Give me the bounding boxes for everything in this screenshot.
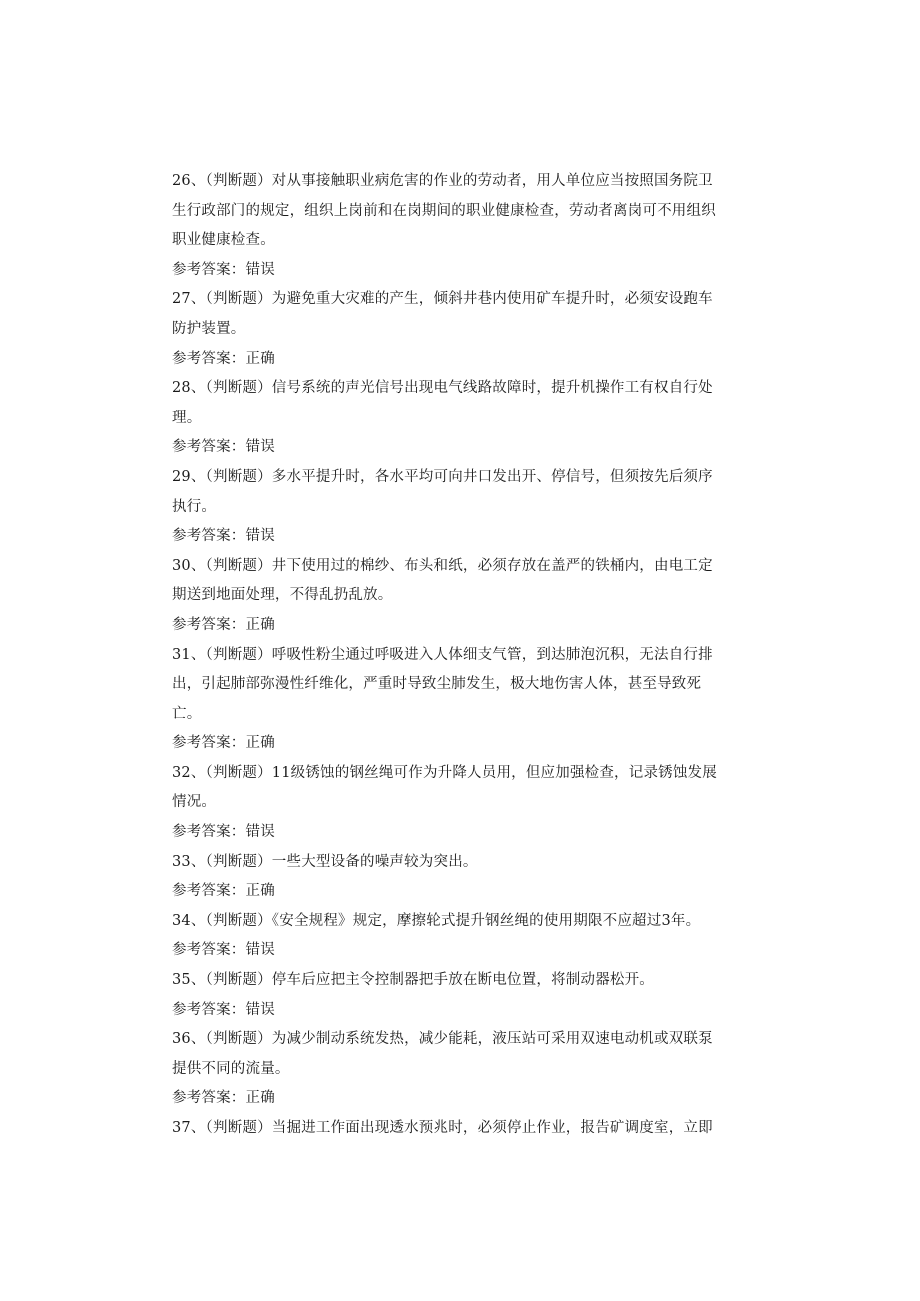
answer-line: 参考答案：错误 xyxy=(172,439,275,456)
answer-line: 参考答案：错误 xyxy=(172,942,275,959)
text-line: 提供不同的流量。 xyxy=(172,1060,290,1077)
text-line: 26、（判断题）对从事接触职业病危害的作业的劳动者，用人单位应当按照国务院卫 xyxy=(172,173,713,189)
answer-line: 参考答案：正确 xyxy=(172,883,275,900)
question-list xyxy=(172,167,752,1144)
text-line: 31、（判断题）呼吸性粉尘通过呼吸进入人体细支气管，到达肺泡沉积，无法自行排 xyxy=(172,646,713,663)
text-line: 32、（判断题）11级锈蚀的钢丝绳可作为升降人员用，但应加强检查，记录锈蚀发展 xyxy=(172,764,717,781)
text-line: 执行。 xyxy=(172,498,217,515)
text-line: 36、（判断题）为减少制动系统发热，减少能耗，液压站可采用双速电动机或双联泵 xyxy=(172,1031,713,1048)
answer-line: 参考答案：错误 xyxy=(172,1001,275,1018)
answer-line: 参考答案：正确 xyxy=(172,735,275,752)
text-line: 30、（判断题）井下使用过的棉纱、布头和纸，必须存放在盖严的铁桶内，由电工定 xyxy=(172,557,713,574)
answer-line: 参考答案：错误 xyxy=(172,528,275,545)
text-line: 理。 xyxy=(172,409,202,426)
text-line: 29、（判断题）多水平提升时，各水平均可向井口发出开、停信号，但须按先后须序 xyxy=(172,468,713,485)
text-line: 防护装置。 xyxy=(172,320,246,337)
answer-line: 参考答案：正确 xyxy=(172,1090,275,1107)
text-line: 职业健康检查。 xyxy=(172,232,275,249)
text-line: 34、（判断题）《安全规程》规定，摩擦轮式提升钢丝绳的使用期限不应超过3年。 xyxy=(172,912,701,929)
answer-line: 参考答案：错误 xyxy=(172,261,275,278)
text-line: 生行政部门的规定，组织上岗前和在岗期间的职业健康检查，劳动者离岗可不用组织 xyxy=(172,202,716,219)
text-line: 亡。 xyxy=(172,705,202,722)
text-line: 28、（判断题）信号系统的声光信号出现电气线路故障时，提升机操作工有权自行处 xyxy=(172,380,713,397)
text-line: 出，引起肺部弥漫性纤维化，严重时导致尘肺发生，极大地伤害人体，甚至导致死 xyxy=(172,676,702,693)
text-line: 37、（判断题）当掘进工作面出现透水预兆时，必须停止作业，报告矿调度室，立即 xyxy=(172,1120,713,1136)
answer-line: 参考答案：错误 xyxy=(172,824,275,841)
text-line: 期送到地面处理，不得乱扔乱放。 xyxy=(172,587,393,604)
text-line: 情况。 xyxy=(172,794,217,811)
answer-line: 参考答案：正确 xyxy=(172,616,275,633)
text-line: 33、（判断题）一些大型设备的噪声较为突出。 xyxy=(172,853,478,870)
text-line: 35、（判断题）停车后应把主令控制器把手放在断电位置，将制动器松开。 xyxy=(172,972,654,989)
answer-line: 参考答案：正确 xyxy=(172,350,275,367)
text-line: 27、（判断题）为避免重大灾难的产生，倾斜井巷内使用矿车提升时，必须安设跑车 xyxy=(172,291,713,308)
